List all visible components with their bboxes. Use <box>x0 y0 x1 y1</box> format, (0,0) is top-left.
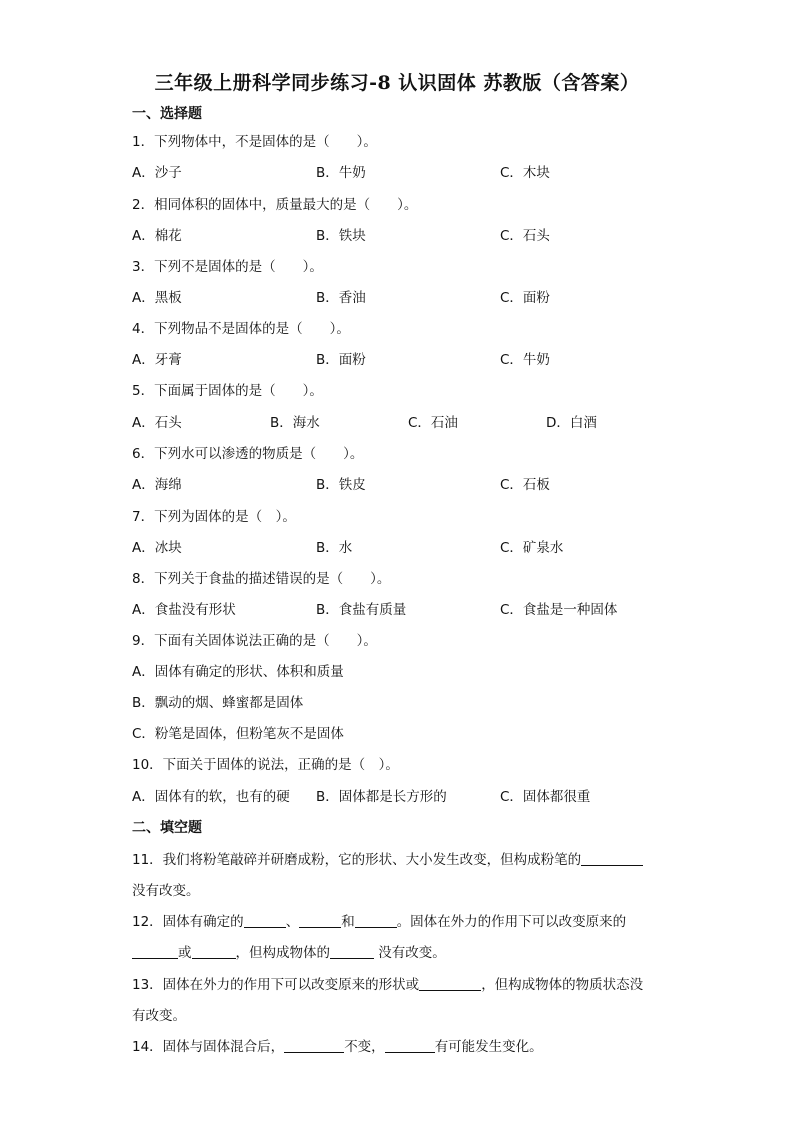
question-12-text-b: 。固体在外力的作用下可以改变原来的 <box>396 914 627 930</box>
question-5-option-b[interactable]: B．海水 <box>270 415 320 431</box>
question-12-blank-2[interactable] <box>299 914 341 929</box>
question-8-option-b[interactable]: B．食盐有质量 <box>316 602 407 618</box>
question-14-text-c: 有可能发生变化。 <box>434 1039 543 1055</box>
question-13-text-c: 有改变。 <box>132 1008 186 1024</box>
question-8-stem: 8．下列关于食盐的描述错误的是（ ）。 <box>132 571 391 587</box>
question-9-option-a[interactable]: A．固体有确定的形状、体积和质量 <box>132 664 344 680</box>
question-7-option-a[interactable]: A．冰块 <box>132 540 182 556</box>
question-12-blank-4[interactable] <box>132 945 178 960</box>
question-6-option-b[interactable]: B．铁皮 <box>316 477 366 493</box>
question-1-option-a[interactable]: A．沙子 <box>132 165 182 181</box>
question-4-option-c[interactable]: C．牛奶 <box>500 352 550 368</box>
question-5-stem: 5．下面属于固体的是（ ）。 <box>132 383 323 399</box>
question-13-blank[interactable] <box>419 977 481 992</box>
question-14-line-1 <box>132 1035 543 1055</box>
question-12-text-d: ，但构成物体的 <box>235 945 330 961</box>
question-1-stem: 1．下列物体中，不是固体的是（ ）。 <box>132 134 377 150</box>
question-10-stem: 10．下面关于固体的说法，正确的是（ ）。 <box>132 757 399 773</box>
question-12-blank-5[interactable] <box>192 945 236 960</box>
question-4-option-b[interactable]: B．面粉 <box>316 352 366 368</box>
question-13-text-a: 13．固体在外力的作用下可以改变原来的形状或 <box>132 977 420 993</box>
question-12-sep-2: 和 <box>341 914 355 930</box>
question-7-option-c[interactable]: C．矿泉水 <box>500 540 564 556</box>
question-13-line-1 <box>132 973 643 993</box>
question-9-stem: 9．下面有关固体说法正确的是（ ）。 <box>132 633 377 649</box>
section-heading-choice: 一、选择题 <box>132 106 202 122</box>
question-12-blank-6[interactable] <box>330 945 374 960</box>
question-12-blank-1[interactable] <box>244 914 286 929</box>
question-11-blank[interactable] <box>581 852 643 867</box>
question-5-option-c[interactable]: C．石油 <box>408 415 458 431</box>
question-3-option-a[interactable]: A．黑板 <box>132 290 182 306</box>
question-12-text-c: 或 <box>178 945 192 961</box>
question-12-line-2 <box>132 941 446 961</box>
question-10-option-b[interactable]: B．固体都是长方形的 <box>316 789 447 805</box>
question-14-text-b: 不变， <box>344 1039 385 1055</box>
question-12-blank-3[interactable] <box>355 914 397 929</box>
question-3-stem: 3．下列不是固体的是（ ）。 <box>132 259 323 275</box>
question-5-option-a[interactable]: A．石头 <box>132 415 182 431</box>
question-2-option-a[interactable]: A．棉花 <box>132 228 182 244</box>
question-6-option-c[interactable]: C．石板 <box>500 477 550 493</box>
question-12-line-1 <box>132 910 626 930</box>
question-7-stem: 7．下列为固体的是（ ）。 <box>132 509 296 525</box>
question-11-text-a: 11．我们将粉笔敲碎并研磨成粉，它的形状、大小发生改变，但构成粉笔的 <box>132 852 582 868</box>
question-8-option-c[interactable]: C．食盐是一种固体 <box>500 602 618 618</box>
section-heading-fill: 二、填空题 <box>132 820 202 836</box>
question-9-option-b[interactable]: B．飘动的烟、蜂蜜都是固体 <box>132 695 304 711</box>
question-4-option-a[interactable]: A．牙膏 <box>132 352 182 368</box>
question-2-option-c[interactable]: C．石头 <box>500 228 550 244</box>
question-6-option-a[interactable]: A．海绵 <box>132 477 182 493</box>
question-6-stem: 6．下列水可以渗透的物质是（ ）。 <box>132 446 364 462</box>
question-3-option-b[interactable]: B．香油 <box>316 290 366 306</box>
page-title: 三年级上册科学同步练习-8 认识固体 苏教版（含答案） <box>154 72 640 94</box>
question-1-option-b[interactable]: B．牛奶 <box>316 165 366 181</box>
question-5-option-d[interactable]: D．白酒 <box>546 415 597 431</box>
question-1-option-c[interactable]: C．木块 <box>500 165 550 181</box>
question-3-option-c[interactable]: C．面粉 <box>500 290 550 306</box>
question-12-text-e: 没有改变。 <box>374 945 446 961</box>
question-14-text-a: 14．固体与固体混合后， <box>132 1039 285 1055</box>
question-8-option-a[interactable]: A．食盐没有形状 <box>132 602 236 618</box>
question-12-sep-1: 、 <box>285 914 300 930</box>
question-11-text-b: 没有改变。 <box>132 883 200 899</box>
question-9-option-c[interactable]: C．粉笔是固体，但粉笔灰不是固体 <box>132 726 344 742</box>
question-2-stem: 2．相同体积的固体中，质量最大的是（ ）。 <box>132 197 418 213</box>
question-14-blank-2[interactable] <box>385 1039 435 1054</box>
question-10-option-a[interactable]: A．固体有的软，也有的硬 <box>132 789 290 805</box>
question-12-text-a: 12．固体有确定的 <box>132 914 244 930</box>
question-2-option-b[interactable]: B．铁块 <box>316 228 366 244</box>
question-13-text-b: ，但构成物体的物质状态没 <box>481 977 644 993</box>
question-7-option-b[interactable]: B．水 <box>316 540 353 556</box>
question-11-line-1 <box>132 848 643 868</box>
question-10-option-c[interactable]: C．固体都很重 <box>500 789 591 805</box>
question-14-blank-1[interactable] <box>284 1039 344 1054</box>
question-4-stem: 4．下列物品不是固体的是（ ）。 <box>132 321 350 337</box>
